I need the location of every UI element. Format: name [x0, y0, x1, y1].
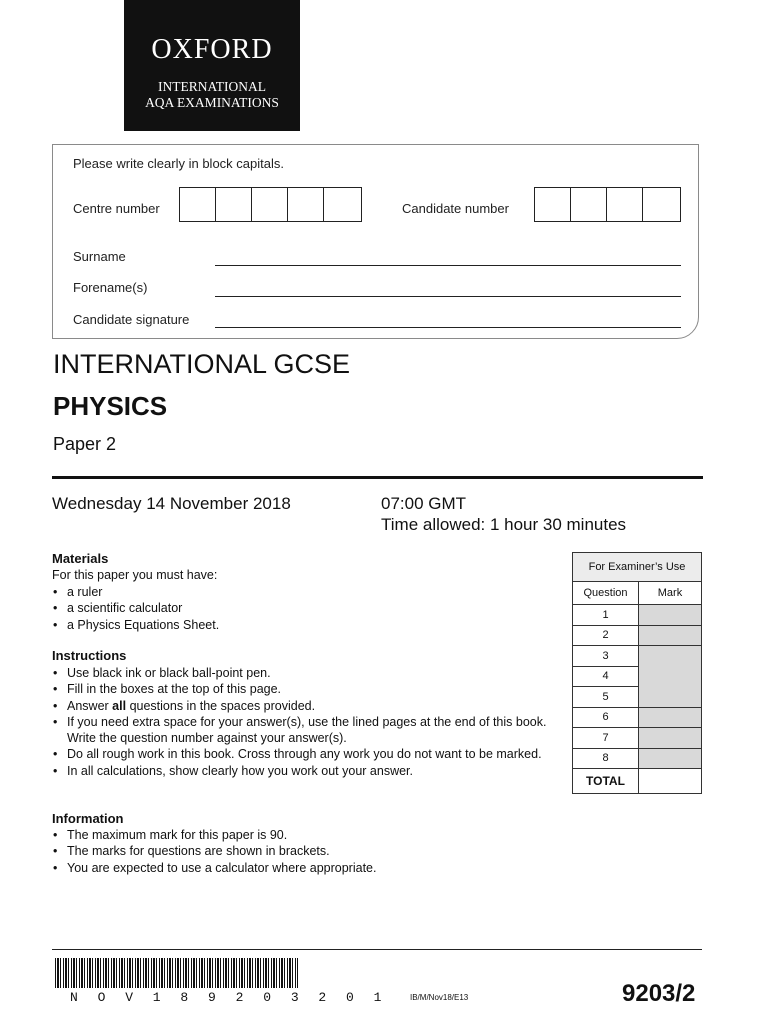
candidate-details-box — [52, 144, 699, 339]
list-item — [52, 698, 557, 714]
examiner-table-title: For Examiner’s Use — [573, 553, 702, 582]
answer-all-emphasis: all — [112, 698, 127, 713]
time-allowed: Time allowed: 1 hour 30 minutes — [381, 515, 627, 534]
mark-column-header: Mark — [639, 582, 702, 605]
total-row — [573, 769, 702, 794]
forename-line[interactable] — [215, 296, 681, 297]
list-item: • Fill in the boxes at the top of this page. — [52, 681, 557, 697]
instructions-list — [52, 665, 557, 779]
centre-number-boxes[interactable] — [179, 187, 362, 222]
block-capitals-instruction: Please write clearly in block capitals. — [73, 156, 284, 171]
barcode-number: N O V 1 8 9 2 0 3 2 0 1 — [70, 990, 388, 1005]
table-row — [573, 748, 702, 769]
logo-line-1: INTERNATIONAL — [158, 79, 266, 94]
table-row — [573, 625, 702, 646]
table-row — [573, 646, 702, 667]
instructions-heading: Instructions — [52, 648, 127, 663]
centre-digit-box[interactable] — [288, 188, 324, 221]
list-item: • If you need extra space for your answer(s), use the lined pages at the end of this book. Write the question number against your answer(s). — [52, 714, 557, 747]
list-item: • You are expected to use a calculator where appropriate. — [52, 860, 557, 876]
materials-heading: Materials — [52, 551, 109, 566]
list-item: • a Physics Equations Sheet. — [52, 617, 552, 633]
signature-line[interactable] — [215, 327, 681, 328]
mark-cell — [639, 748, 702, 769]
list-item: • The maximum mark for this paper is 90. — [52, 827, 557, 843]
mark-cell — [639, 707, 702, 728]
list-item: • The marks for questions are shown in brackets. — [52, 843, 557, 859]
list-item: • a scientific calculator — [52, 600, 552, 616]
answer-rest: questions in the spaces provided. — [129, 698, 316, 713]
title-divider — [52, 476, 703, 479]
materials-list — [52, 584, 552, 633]
candidate-number-label: Candidate number — [402, 201, 509, 216]
table-row — [573, 605, 702, 626]
subject-title: PHYSICS — [53, 391, 168, 421]
information-list — [52, 827, 557, 876]
centre-number-label: Centre number — [73, 201, 160, 216]
barcode — [55, 958, 298, 988]
question-column-header: Question — [573, 582, 639, 605]
question-number: 3 — [573, 646, 639, 667]
question-number: 1 — [573, 605, 639, 626]
question-number: 8 — [573, 748, 639, 769]
table-row — [573, 707, 702, 728]
candidate-digit-box[interactable] — [571, 188, 607, 221]
centre-digit-box[interactable] — [252, 188, 288, 221]
mark-cell — [639, 605, 702, 626]
information-heading: Information — [52, 811, 124, 826]
question-number: 6 — [573, 707, 639, 728]
mark-cell — [639, 728, 702, 749]
total-mark-cell — [639, 769, 702, 794]
surname-line[interactable] — [215, 265, 681, 266]
list-item: • Use black ink or black ball-point pen. — [52, 665, 557, 681]
materials-intro: For this paper you must have: — [52, 568, 218, 582]
question-number: 4 — [573, 666, 639, 687]
centre-digit-box[interactable] — [324, 188, 360, 221]
centre-digit-box[interactable] — [216, 188, 252, 221]
candidate-digit-box[interactable] — [535, 188, 571, 221]
mark-cell — [639, 646, 702, 708]
candidate-number-boxes[interactable] — [534, 187, 681, 222]
surname-label: Surname — [73, 249, 126, 264]
paper-title: Paper 2 — [53, 434, 117, 454]
oxford-aqa-logo — [124, 0, 300, 131]
total-label: TOTAL — [573, 769, 639, 794]
forename-label: Forename(s) — [73, 280, 148, 295]
answer-prefix: Answer — [67, 698, 109, 713]
exam-time: 07:00 GMT — [381, 494, 467, 513]
centre-digit-box[interactable] — [180, 188, 216, 221]
table-row — [573, 728, 702, 749]
examiner-use-table — [572, 552, 702, 794]
question-number: 7 — [573, 728, 639, 749]
paper-code: 9203/2 — [622, 980, 696, 1007]
logo-brand: OXFORD — [151, 34, 273, 65]
footer-divider — [52, 949, 702, 950]
question-number: 5 — [573, 687, 639, 708]
list-item: • Do all rough work in this book. Cross through any work you do not want to be marked. — [52, 746, 557, 762]
question-number: 2 — [573, 625, 639, 646]
candidate-digit-box[interactable] — [607, 188, 643, 221]
logo-line-2: AQA EXAMINATIONS — [145, 95, 279, 110]
list-item: • a ruler — [52, 584, 552, 600]
paper-reference: IB/M/Nov18/E13 — [410, 993, 469, 1002]
list-item: • In all calculations, show clearly how you work out your answer. — [52, 763, 557, 779]
candidate-digit-box[interactable] — [643, 188, 679, 221]
signature-label: Candidate signature — [73, 312, 190, 327]
qualification-title: INTERNATIONAL GCSE — [53, 349, 351, 379]
exam-date: Wednesday 14 November 2018 — [52, 494, 291, 513]
mark-cell — [639, 625, 702, 646]
